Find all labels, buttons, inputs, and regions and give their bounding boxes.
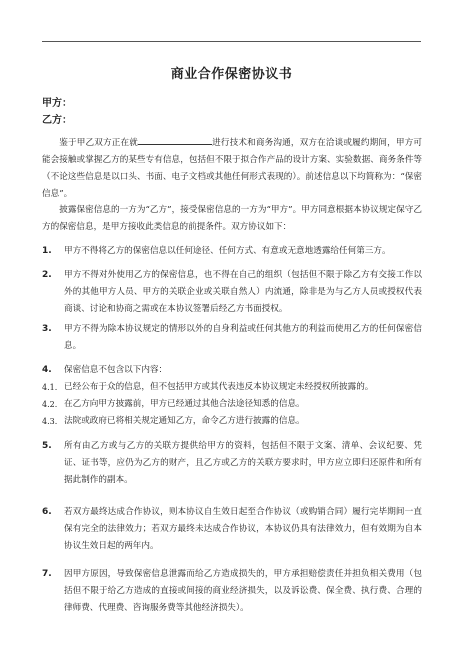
clause-text: 保密信息不包含以下内容： [64, 365, 168, 375]
clause-number: 3. [42, 324, 52, 334]
intro-text-after: 进行技术和商务沟通，双方在洽谈或履约期间，甲方可能会接触或掌握乙方的某些专有信息，包括但不限于拟合作产品的设计方案、实验数据、商务条件等（不论这些信息是以口头、书面、电子文档或其他任何形式表现的）。前述信息以下均简称为：“保密信息”。 [42, 138, 422, 199]
intro-text-before: 鉴于甲乙双方正在就 [59, 138, 138, 148]
clause-number: 2. [42, 270, 52, 280]
clause-number: 7. [42, 569, 52, 579]
clause-number: 6. [42, 507, 52, 517]
subclause-number: 4.2. [42, 400, 58, 409]
party-a-label: 甲方： [42, 98, 72, 109]
clause-text: 因甲方原因，导致保密信息泄露而给乙方造成损失的，甲方承担赔偿责任并担负相关费用（包括但不限于给乙方造成的直接或间接的商业经济损失，以及诉讼费、保全费、执行费、合理的律师费、代理费、咨询服务费等其他经济损失）。 [64, 569, 422, 613]
clause-7 [42, 566, 422, 617]
clause-number: 5. [42, 441, 52, 451]
header-rule [42, 41, 421, 42]
subclause-4-2 [42, 396, 422, 413]
clause-5 [42, 438, 422, 489]
clause-number: 1. [42, 246, 52, 256]
clause-number: 4. [42, 365, 52, 375]
clause-text: 甲方不得为除本协议规定的情形以外的自身利益或任何其他方的利益而使用乙方的任何保密信息。 [64, 324, 422, 351]
document-title: 商业合作保密协议书 [170, 67, 293, 82]
subclause-text: 在乙方向甲方披露前，甲方已经通过其他合法途径知悉的信息。 [64, 399, 305, 409]
subclause-4-1 [42, 379, 422, 396]
subclause-4-3 [42, 413, 422, 430]
clause-6 [42, 504, 422, 555]
project-name-blank[interactable] [138, 135, 212, 145]
subclause-text: 法院或政府已将相关规定通知乙方，命令乙方进行披露的信息。 [64, 416, 305, 426]
clause-text: 若双方最终达成合作协议，则本协议自生效日起至合作协议（或购销合同）履行完毕期间一直保有完全的法律效力；若双方最终未达成合作协议，本协议仍具有法律效力，但有效期为自本协议生效日起的两年内。 [64, 507, 422, 551]
subclause-text: 已经公布于众的信息，但不包括甲方或其代表违反本协议规定未经授权所披露的。 [64, 382, 374, 392]
clause-4 [42, 362, 422, 379]
clause-text: 所有由乙方或与乙方的关联方提供给甲方的资料，包括但不限于文案、清单、会议纪要、凭证、证书等，应仍为乙方的财产，且乙方或乙方的关联方要求时，甲方应立即归还原件和所有据此制作的副本。 [64, 441, 422, 485]
subclause-number: 4.1. [42, 383, 58, 392]
clause-3 [42, 321, 422, 355]
clause-text: 甲方不得将乙方的保密信息以任何途径、任何方式、有意或无意地透露给任何第三方。 [64, 246, 391, 256]
clause-text: 甲方不得对外使用乙方的保密信息，也不得在自己的组织（包括但不限于除乙方有交接工作以外的其他甲方人员、甲方的关联企业或关联自然人）内流通，除非是为与乙方人员或授权代表商谈、讨论和协商之需或在本协议签署后经乙方书面授权。 [64, 270, 422, 314]
intro-paragraph-2: 披露保密信息的一方为“乙方”，接受保密信息的一方为“甲方”。甲方同意根据本协议规定保守乙方的保密信息，是甲方接收此类信息的前提条件。双方协议如下： [42, 205, 422, 232]
clause-1 [42, 243, 422, 260]
intro-paragraph-1 [42, 135, 422, 203]
clause-2 [42, 267, 422, 318]
subclause-number: 4.3. [42, 417, 58, 426]
party-b-label: 乙方： [42, 115, 72, 126]
